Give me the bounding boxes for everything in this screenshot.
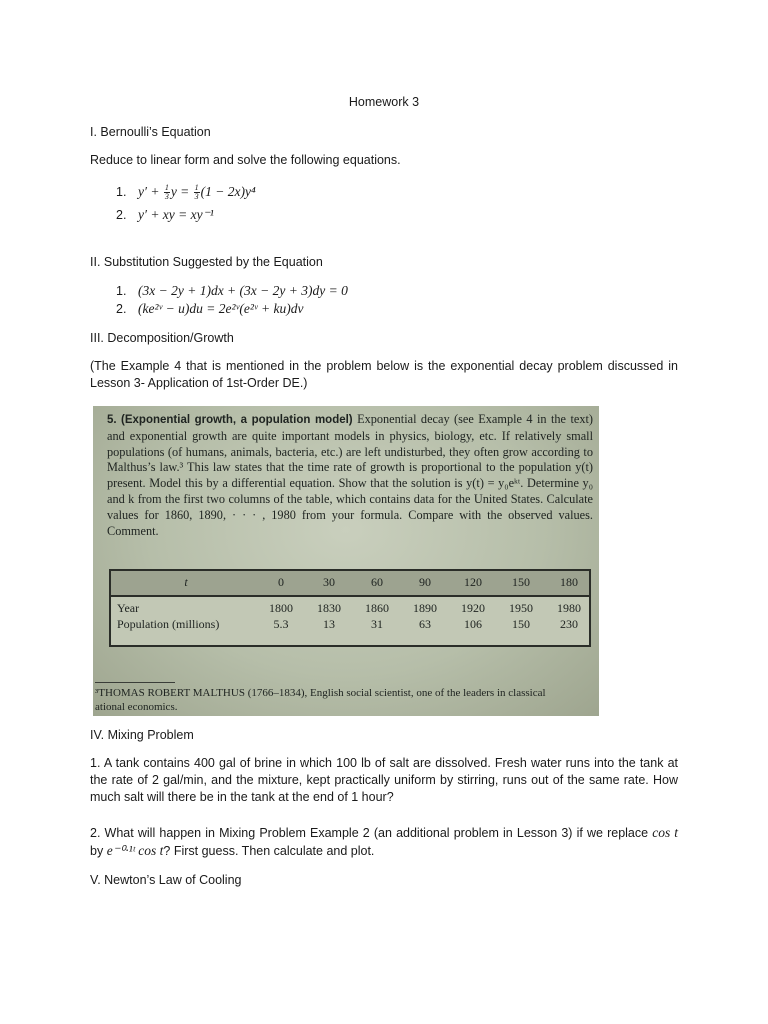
table-cell-year: 1950	[509, 601, 533, 615]
p2-text-a: 2. What will happen in Mixing Problem Example 2 (an additional problem in Lesson 3) if we replace	[90, 826, 653, 840]
mixing-problem-2	[90, 824, 678, 860]
eq-number: 2.	[116, 208, 127, 222]
section-2-heading: II. Substitution Suggested by the Equation	[90, 255, 323, 269]
section-1-heading: I. Bernoulli’s Equation	[90, 125, 211, 139]
p2-text-c: ? First guess. Then calculate and plot.	[163, 844, 375, 858]
eq-text: y′ + xy = xy⁻¹	[138, 207, 214, 222]
photo-problem-text	[107, 412, 593, 539]
table-cell-population: 13	[323, 617, 335, 631]
eq-number: 1.	[116, 284, 127, 298]
eq-text: (ke²ᵛ − u)du = 2e²ᵛ(e²ᵛ + ku)dv	[138, 301, 304, 316]
section-3-heading: III. Decomposition/Growth	[90, 331, 234, 345]
footnote-rule	[95, 682, 175, 683]
table-cell-year: 1800	[269, 601, 293, 615]
page-title: Homework 3	[348, 95, 420, 109]
section-3-note: (The Example 4 that is mentioned in the problem below is the exponential decay problem discussed in Lesson 3- Application of 1st-Order DE.)	[90, 359, 678, 390]
table-cell-population: 31	[371, 617, 383, 631]
problem-title: (Exponential growth, a population model)	[121, 414, 353, 426]
mixing-problem-1: 1. A tank contains 400 gal of brine in which 100 lb of salt are dissolved. Fresh water runs into the tank at the rate of 2 gal/min, and the mixture, kept practically uniform by stirring, runs out of the same rate. How much salt will there be in the tank at the end of 1 hour?	[90, 756, 678, 804]
table-cell-year: 1860	[365, 601, 389, 615]
table-header-t: t	[184, 575, 188, 589]
problem-number: 5.	[107, 414, 117, 426]
substitution-equation-2	[116, 300, 304, 318]
row-label-population: Population (millions)	[117, 617, 220, 631]
section-4-heading: IV. Mixing Problem	[90, 728, 194, 742]
table-cell-year: 1980	[557, 601, 581, 615]
table-cell-population: 106	[464, 617, 482, 631]
textbook-photo	[93, 406, 599, 716]
bernoulli-equation-1: 1. y′ + $\frac{1}{3}$ y = $\frac{1}{3}$ (1 − 2x)y⁴	[116, 183, 256, 202]
footnote-line-2: ational economics.	[95, 701, 178, 713]
substitution-equation-1	[116, 282, 348, 300]
table-header-cell: 30	[323, 575, 335, 589]
problem-body: Exponential decay (see Example 4 in the text) and exponential growth are quite important models in physics, biology, etc. If relatively small populations (of humans, animals, bacteria, etc.) are left undisturbed, they often grow according to Malthus’s law.³ This law states that the time rate of growth is proportional to the population y(t) present. Model this by a differential equation. Show that the solution is y(t) = y₀eᵏᵗ. Determine y₀ and k from the first two columns of the table, which contains data for the United States. Calculate values for 1860, 1890, · · · , 1980 from your formula. Compare with the observed values. Comment.	[107, 412, 593, 538]
section-1-intro: Reduce to linear form and solve the following equations.	[90, 153, 401, 167]
row-label-year: Year	[117, 601, 140, 615]
table-header-cell: 150	[512, 575, 530, 589]
eq-number: 1.	[116, 185, 127, 199]
population-table	[109, 569, 591, 647]
table-cell-year: 1890	[413, 601, 437, 615]
bernoulli-equation-2	[116, 206, 214, 224]
table-cell-population: 150	[512, 617, 530, 631]
photo-footnote	[95, 686, 595, 714]
p2-text-b: by	[90, 844, 107, 858]
p2-cos: cos t	[652, 825, 679, 840]
table-header-cell: 90	[419, 575, 431, 589]
table-cell-population: 63	[419, 617, 431, 631]
table-cell-population: 230	[560, 617, 578, 631]
table-cell-year: 1920	[461, 601, 485, 615]
eq-number: 2.	[116, 302, 127, 316]
table-cell-population: 5.3	[273, 617, 289, 631]
table-header-cell: 120	[464, 575, 482, 589]
footnote-line-1: ³THOMAS ROBERT MALTHUS (1766–1834), English social scientist, one of the leaders in classical	[95, 687, 546, 699]
p2-exp: e⁻⁰·¹ᵗ cos t	[106, 843, 164, 858]
table-cell-year: 1830	[317, 601, 341, 615]
section-5-heading: V. Newton’s Law of Cooling	[90, 873, 242, 887]
table-header-cell: 180	[560, 575, 578, 589]
eq-text: (3x − 2y + 1)dx + (3x − 2y + 3)dy = 0	[138, 283, 348, 298]
table-header-cell: 60	[371, 575, 383, 589]
table-header-cell: 0	[278, 575, 284, 589]
